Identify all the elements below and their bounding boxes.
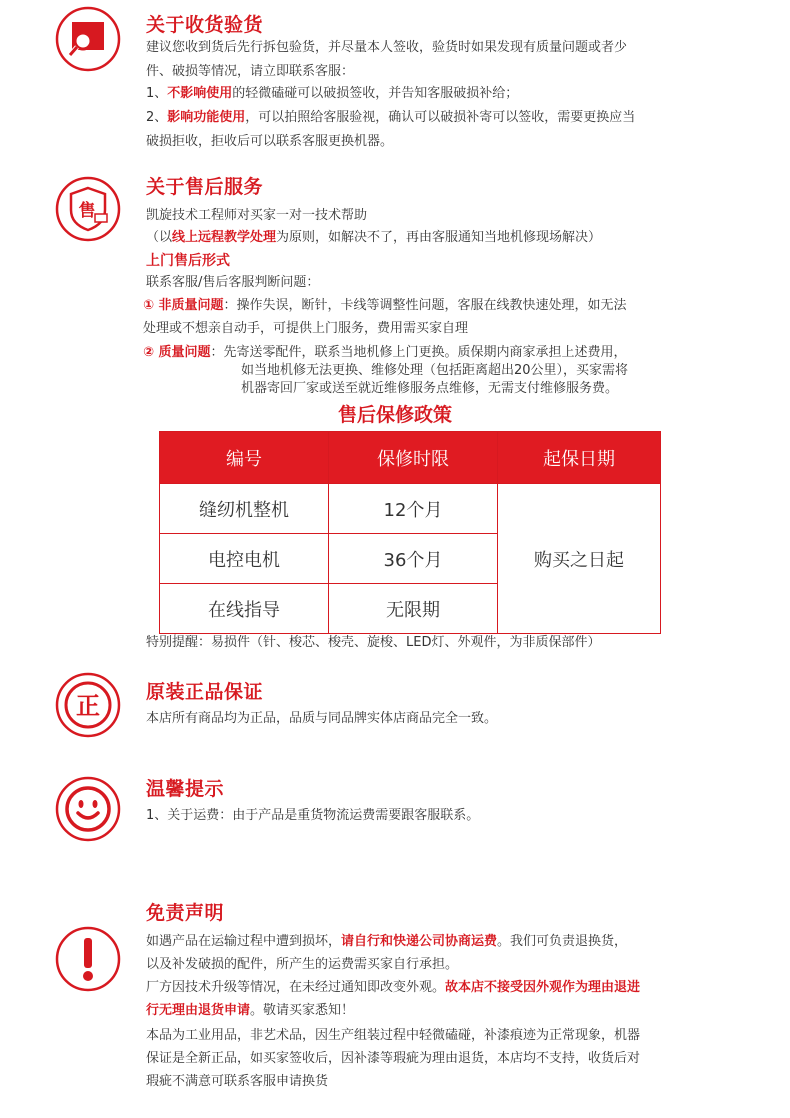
policy-title: 售后保修政策 bbox=[337, 404, 452, 426]
start-date-cell: 购买之日起 bbox=[498, 484, 661, 634]
disclaimer-p3-line3: 瑕疵不满意可联系客服申请换货 bbox=[146, 1074, 329, 1089]
table-cell: 12个月 bbox=[329, 484, 498, 534]
after-sales-line2: （以线上远程教学处理为原则，如解决不了，再由客服通知当地机修现场解决） bbox=[146, 230, 602, 245]
tips-text: 1、关于运费：由于产品是重货物流运费需要跟客服联系。 bbox=[146, 808, 480, 823]
door-service-title: 上门售后形式 bbox=[146, 253, 230, 269]
contact-line: 联系客服/售后客服判断问题： bbox=[146, 275, 320, 290]
shield-service-icon bbox=[55, 176, 121, 242]
box-search-icon bbox=[55, 6, 121, 72]
inspect-line2: 件、破损等情况，请立即联系客服： bbox=[146, 64, 355, 79]
inspect-line1: 建议您收到货后先行拆包验货，并尽量本人签收，验货时如果发现有质量问题或者少 bbox=[146, 40, 628, 55]
exclamation-icon bbox=[55, 926, 121, 992]
table-cell: 缝纫机整机 bbox=[160, 484, 329, 534]
smiley-icon bbox=[55, 776, 121, 842]
inspect-item1: 1、不影响使用的轻微磕碰可以破损签收，并告知客服破损补给； bbox=[146, 86, 519, 101]
policy-note: 特别提醒：易损件（针、梭芯、梭壳、旋梭、LED灯、外观件，为非质保部件） bbox=[146, 635, 601, 650]
table-cell: 在线指导 bbox=[160, 584, 329, 634]
disclaimer-p2-line2: 行无理由退货申请。敬请买家悉知！ bbox=[146, 1003, 355, 1018]
non-quality-line2: 处理或不想亲自动手，可提供上门服务，费用需买家自理 bbox=[143, 321, 469, 336]
table-header-row bbox=[160, 432, 661, 484]
header-cell: 起保日期 bbox=[498, 432, 661, 484]
after-sales-line1: 凯旋技术工程师对买家一对一技术帮助 bbox=[146, 208, 368, 223]
table-cell: 电控电机 bbox=[160, 534, 329, 584]
disclaimer-p1-line1: 如遇产品在运输过程中遭到损坏，请自行和快递公司协商运费。我们可负责退换货， bbox=[146, 934, 628, 949]
disclaimer-p2-line1: 厂方因技术升级等情况，在未经过通知即改变外观。故本店不接受因外观作为理由退进 bbox=[146, 980, 641, 995]
genuine-seal-icon bbox=[55, 672, 121, 738]
inspect-title: 关于收货验货 bbox=[146, 14, 264, 36]
disclaimer-p3-line2: 保证是全新正品，如买家签收后，因补漆等瑕疵为理由退货，本店均不支持，收货后对 bbox=[146, 1051, 641, 1066]
genuine-text: 本店所有商品均为正品，品质与同品牌实体店商品完全一致。 bbox=[146, 711, 498, 726]
tips-title: 温馨提示 bbox=[146, 778, 225, 800]
non-quality-line1: ① 非质量问题：操作失误，断针，卡线等调整性问题，客服在线教快速处理，如无法 bbox=[143, 298, 627, 313]
header-cell: 编号 bbox=[160, 432, 329, 484]
disclaimer-p3-line1: 本品为工业用品，非艺术品，因生产组装过程中轻微磕碰，补漆痕迹为正常现象，机器 bbox=[146, 1028, 641, 1043]
genuine-title: 原装正品保证 bbox=[146, 681, 264, 703]
disclaimer-title: 免责声明 bbox=[146, 902, 225, 924]
disclaimer-p1-line2: 以及补发破损的配件，所产生的运费需买家自行承担。 bbox=[146, 957, 459, 972]
table-cell: 36个月 bbox=[329, 534, 498, 584]
table-cell: 无限期 bbox=[329, 584, 498, 634]
svg-text:售: 售 bbox=[78, 201, 96, 221]
svg-text:正: 正 bbox=[76, 692, 100, 720]
quality-line3: 机器寄回厂家或送至就近维修服务点维修，无需支付维修服务费。 bbox=[241, 381, 619, 396]
warranty-table bbox=[159, 431, 661, 634]
after-sales-title: 关于售后服务 bbox=[146, 176, 264, 198]
header-cell: 保修时限 bbox=[329, 432, 498, 484]
inspect-item2: 2、影响功能使用，可以拍照给客服验视，确认可以破损补寄可以签收，需要更换应当 bbox=[146, 110, 636, 125]
inspect-item2-line2: 破损拒收，拒收后可以联系客服更换机器。 bbox=[146, 134, 394, 149]
quality-line1: ② 质量问题：先寄送零配件，联系当地机修上门更换。质保期内商家承担上述费用， bbox=[143, 345, 627, 360]
quality-line2: 如当地机修无法更换、维修处理（包括距离超出20公里），买家需将 bbox=[241, 363, 629, 378]
table-row bbox=[160, 484, 661, 534]
